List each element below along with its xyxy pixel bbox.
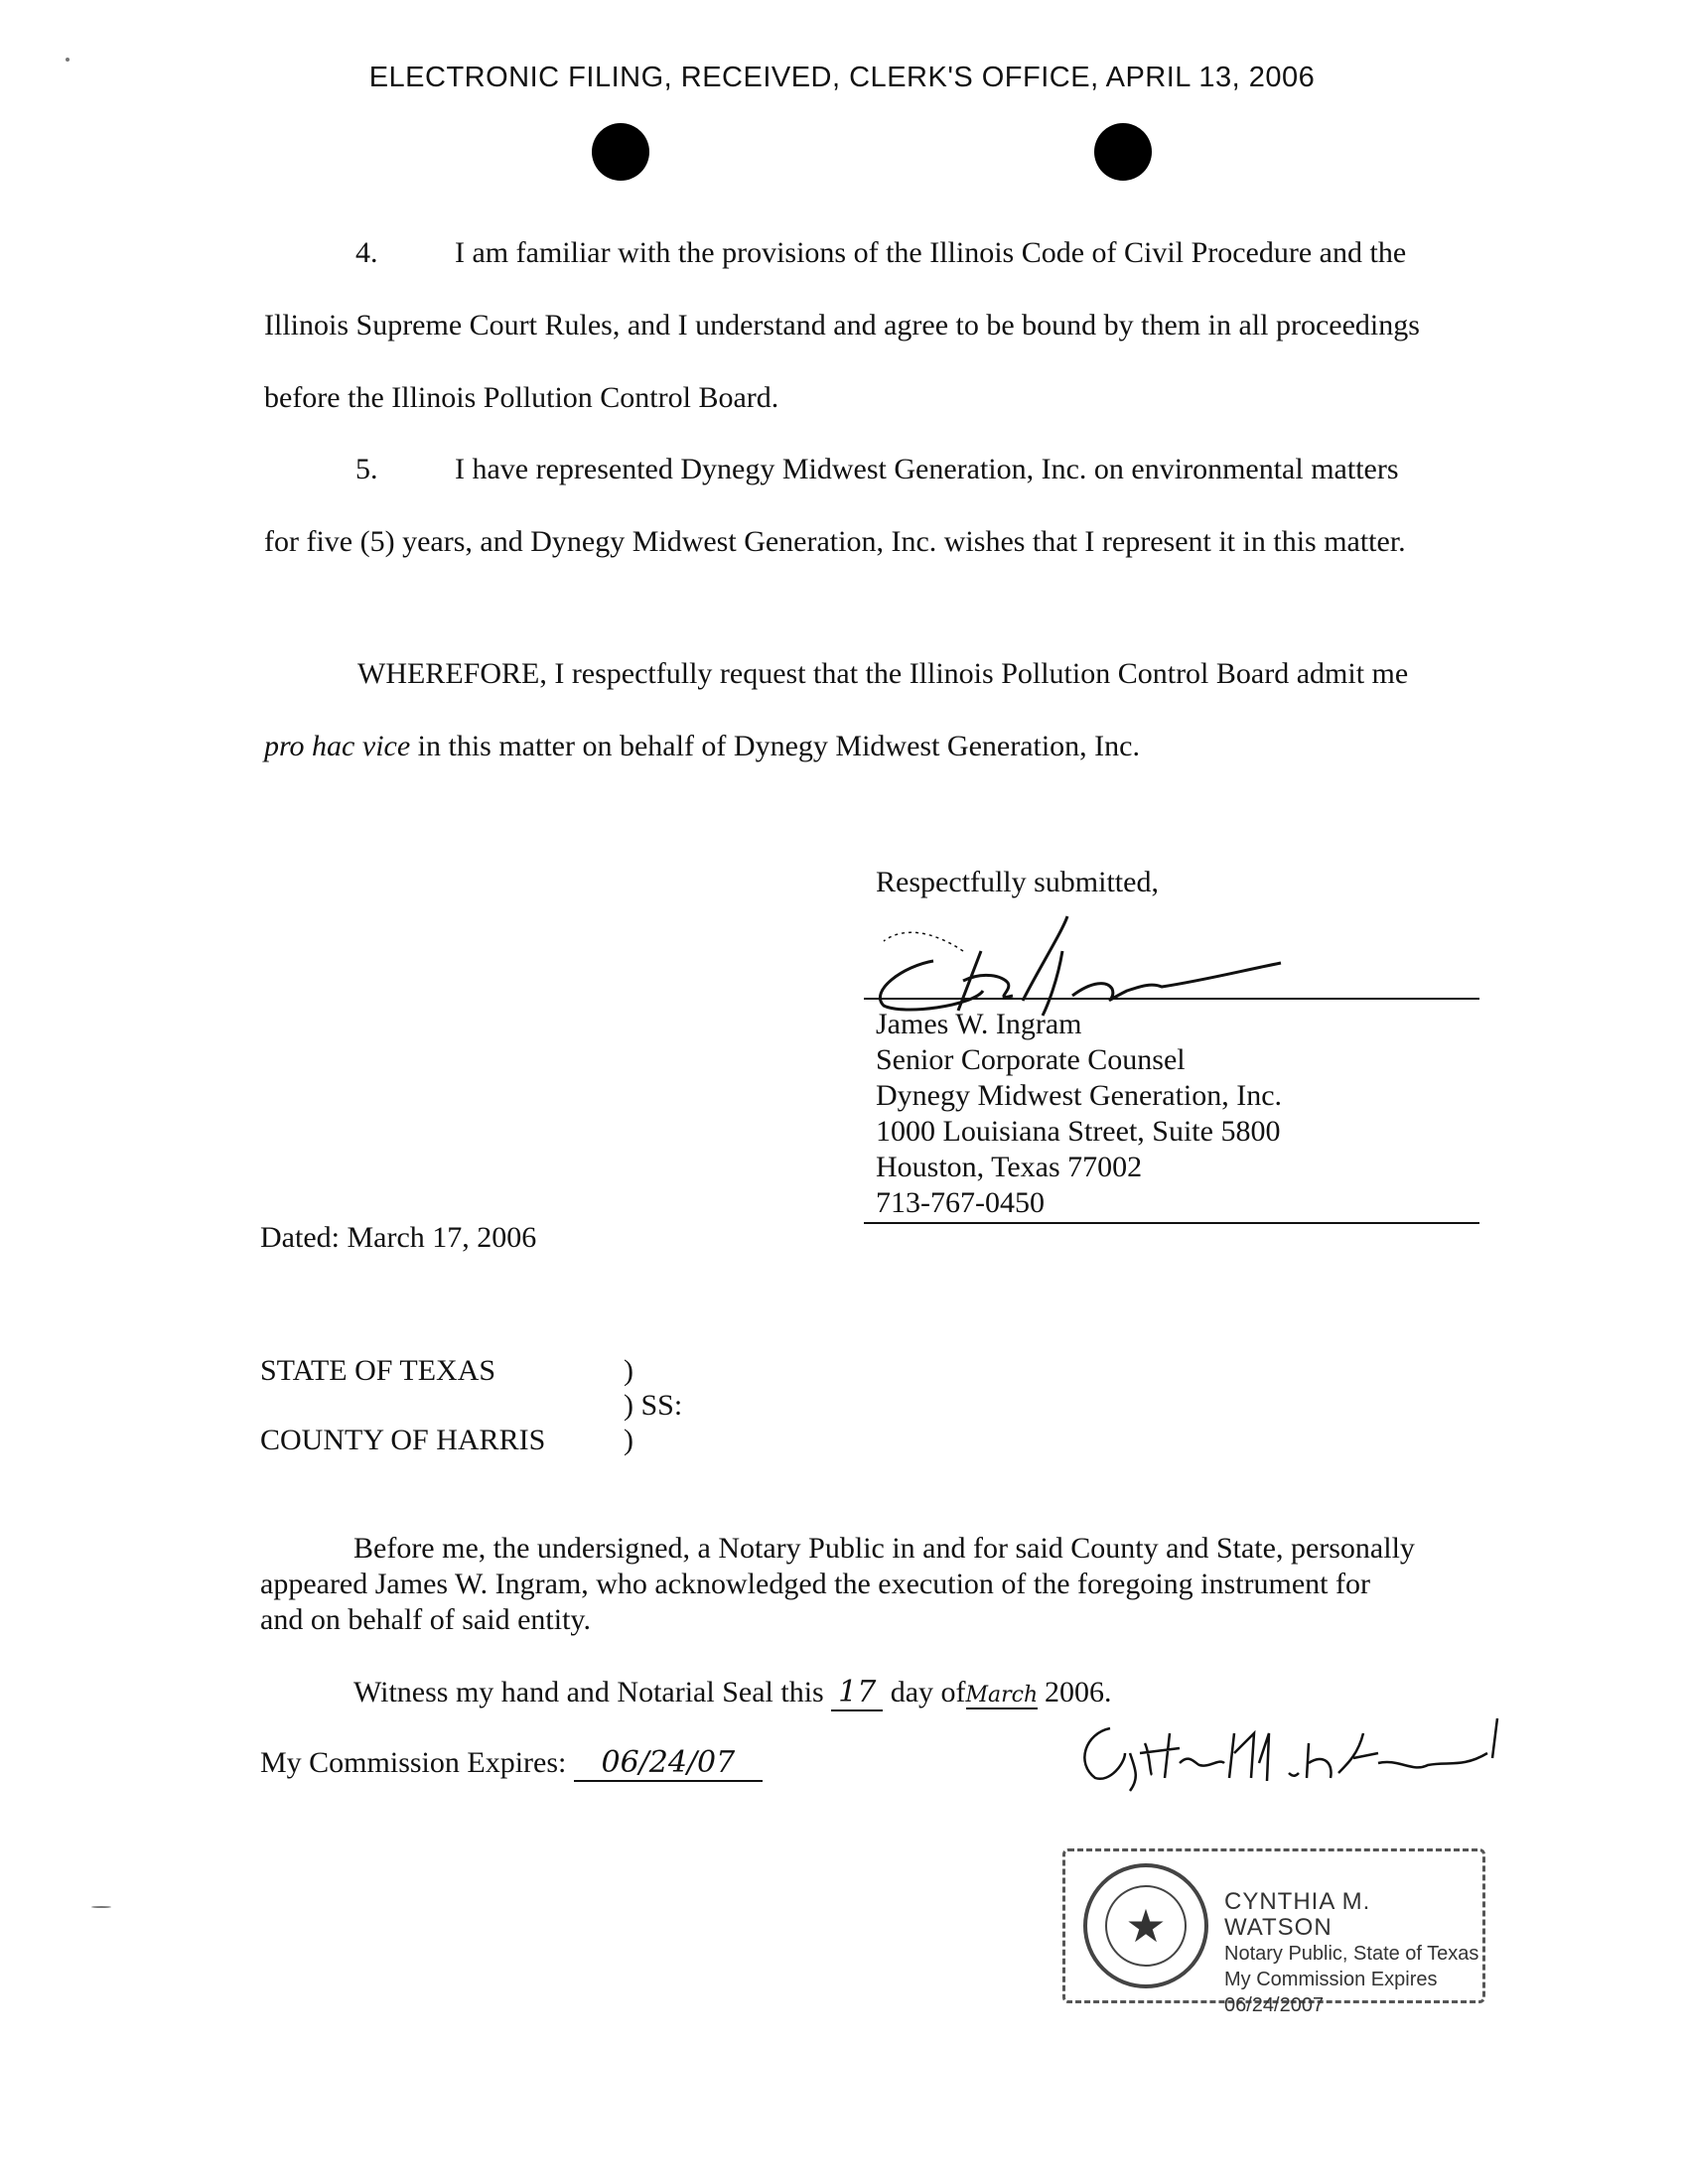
stamp-notary-name: CYNTHIA M. WATSON — [1224, 1888, 1371, 1941]
notary-line-1: Before me, the undersigned, a Notary Public in and for said County and State, personally — [353, 1532, 1415, 1565]
notary-acknowledgment — [260, 1531, 1491, 1638]
paragraph-5-text-1: I have represented Dynegy Midwest Generation, Inc. on environmental matters — [455, 453, 1399, 485]
signature-block — [876, 1007, 1282, 1221]
notary-line-2: appeared James W. Ingram, who acknowledged the execution of the foregoing instrument for — [260, 1568, 1370, 1600]
venue-ss: ) SS: — [624, 1389, 683, 1422]
paragraph-4-line-1 — [264, 216, 1475, 289]
wherefore-paragraph — [264, 637, 1475, 782]
paragraph-4-number: 4. — [355, 236, 378, 269]
paragraph-5-number: 5. — [355, 453, 378, 485]
scan-speck — [91, 1906, 111, 1908]
commission-label: My Commission Expires: — [260, 1746, 574, 1779]
signer-title: Senior Corporate Counsel — [876, 1043, 1186, 1076]
stamp-line-2: Notary Public, State of Texas — [1224, 1943, 1479, 1965]
venue-paren-bottom: ) — [624, 1424, 633, 1456]
notary-seal — [1083, 1863, 1208, 1988]
notary-signature — [1070, 1704, 1507, 1793]
signature-block-bottom-line — [864, 1222, 1479, 1224]
paragraph-4-text-1: I am familiar with the provisions of the Illinois Code of Civil Procedure and the — [455, 236, 1407, 269]
wherefore-line-2-rest: in this matter on behalf of Dynegy Midwest Generation, Inc. — [410, 730, 1140, 762]
witness-middle: day of — [883, 1676, 966, 1708]
venue-county: COUNTY OF HARRIS — [260, 1424, 546, 1456]
signer-phone: 713-767-0450 — [876, 1186, 1045, 1219]
paragraph-4-line-3: before the Illinois Pollution Control Board. — [264, 381, 779, 414]
pro-hac-vice-text: pro hac vice — [264, 730, 411, 762]
witness-day: 17 — [831, 1675, 883, 1711]
dated-line: Dated: March 17, 2006 — [260, 1221, 537, 1254]
witness-month: March — [965, 1683, 1039, 1707]
star-icon: ★ — [1105, 1885, 1187, 1967]
signature-line — [864, 998, 1479, 1000]
paragraph-4-line-2: Illinois Supreme Court Rules, and I understand and agree to be bound by them in all proceedings — [264, 309, 1420, 341]
paragraph-4 — [264, 216, 1475, 434]
witness-prefix: Witness my hand and Notarial Seal this — [353, 1676, 832, 1708]
venue-state: STATE OF TEXAS — [260, 1354, 496, 1387]
commission-line — [260, 1745, 763, 1782]
witness-line — [353, 1675, 1112, 1711]
attorney-signature — [864, 911, 1291, 1021]
scan-speck — [66, 58, 70, 62]
punch-hole-left — [592, 123, 649, 181]
wherefore-line-1: WHEREFORE, I respectfully request that the Illinois Pollution Control Board admit me — [357, 657, 1409, 690]
filing-header: ELECTRONIC FILING, RECEIVED, CLERK'S OFFICE, APRIL 13, 2006 — [368, 62, 1316, 93]
signer-street: 1000 Louisiana Street, Suite 5800 — [876, 1115, 1281, 1148]
paragraph-5 — [264, 433, 1475, 578]
stamp-line-3: My Commission Expires 06/24/2007 — [1224, 1969, 1438, 2016]
signer-company: Dynegy Midwest Generation, Inc. — [876, 1079, 1283, 1112]
signer-name: James W. Ingram — [876, 1008, 1082, 1040]
closing-text: Respectfully submitted, — [876, 866, 1159, 898]
notary-stamp — [1062, 1848, 1485, 2016]
stamp-text — [1224, 1889, 1482, 2018]
witness-year: 2006. — [1037, 1676, 1112, 1708]
commission-date: 06/24/07 — [574, 1745, 763, 1782]
venue-paren-top: ) — [624, 1354, 633, 1387]
wherefore-line-2 — [264, 710, 1475, 782]
paragraph-5-line-2: for five (5) years, and Dynegy Midwest Generation, Inc. wishes that I represent it in this matter. — [264, 525, 1406, 558]
signer-city: Houston, Texas 77002 — [876, 1151, 1143, 1183]
punch-hole-right — [1094, 123, 1152, 181]
paragraph-5-line-1 — [264, 433, 1475, 505]
notary-line-3: and on behalf of said entity. — [260, 1603, 591, 1636]
